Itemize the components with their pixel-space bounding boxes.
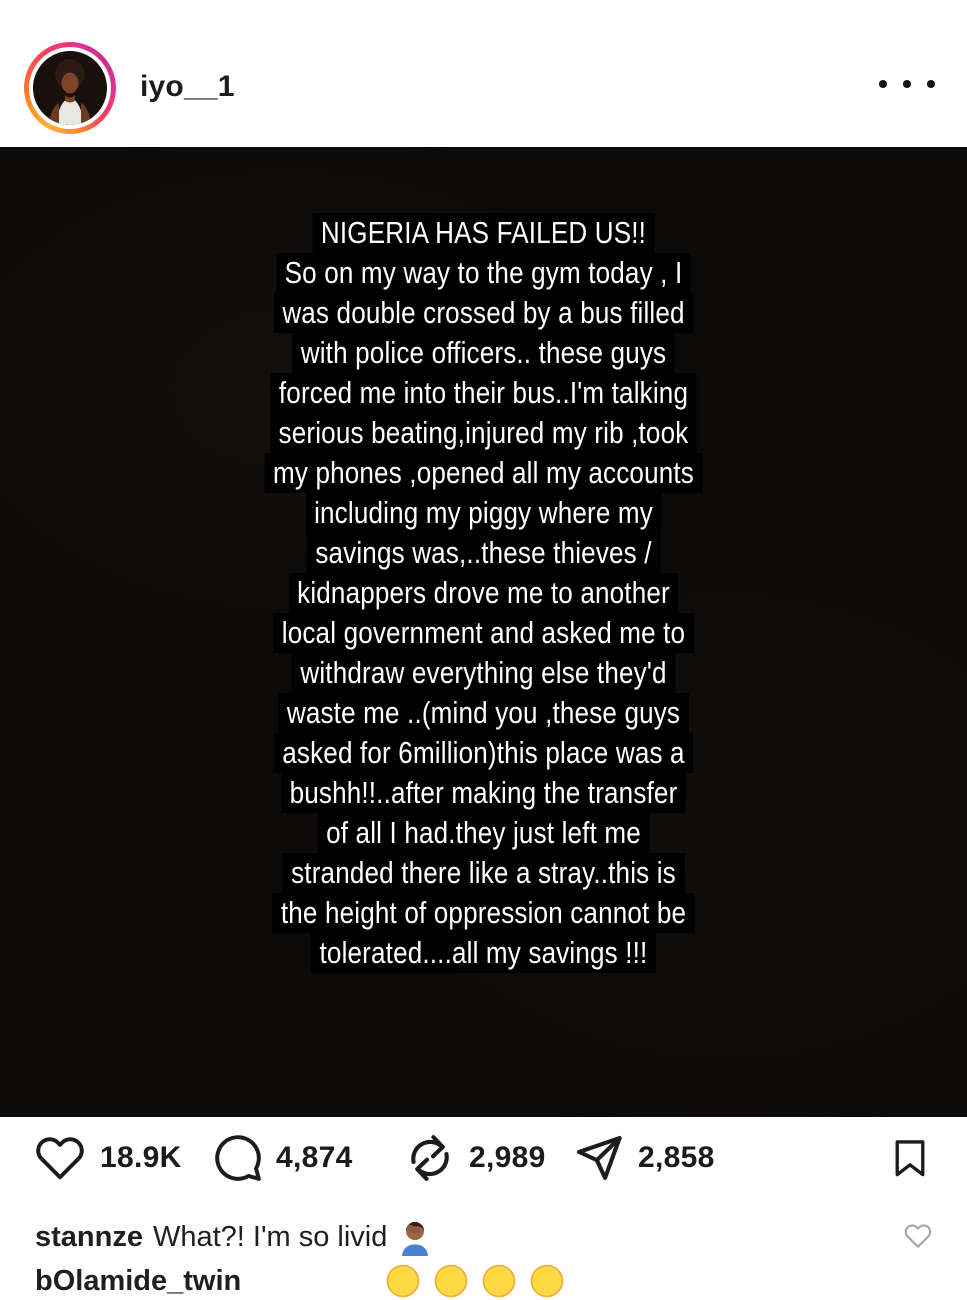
share-count: 2,858 bbox=[638, 1141, 715, 1174]
comment-row bbox=[35, 1218, 433, 1256]
more-options-button[interactable] bbox=[879, 70, 935, 98]
caption-line: local government and asked me to bbox=[273, 613, 693, 653]
caption-line: of all I had.they just left me bbox=[318, 813, 650, 853]
caption-line: asked for 6million)this place was a bbox=[274, 733, 693, 773]
caption-line: with police officers.. these guys bbox=[292, 333, 674, 373]
repost-icon bbox=[404, 1132, 456, 1184]
heart-icon bbox=[33, 1133, 87, 1183]
laughing-emoji-icon bbox=[386, 1264, 420, 1298]
caption-line: savings was,..these thieves / bbox=[307, 533, 660, 573]
caption-line: withdraw everything else they'd bbox=[292, 653, 675, 693]
save-button[interactable] bbox=[889, 1133, 931, 1183]
story-ring[interactable] bbox=[24, 42, 116, 134]
avatar[interactable] bbox=[33, 51, 107, 125]
caption-line: waste me ..(mind you ,these guys bbox=[278, 693, 688, 733]
caption-line: NIGERIA HAS FAILED US!! bbox=[313, 213, 655, 253]
caption-line: my phones ,opened all my accounts bbox=[265, 453, 703, 493]
laughing-emoji-icon bbox=[482, 1264, 516, 1298]
like-button[interactable] bbox=[33, 1117, 182, 1199]
dot-icon bbox=[927, 80, 935, 88]
caption-line: tolerated....all my savings !!! bbox=[311, 933, 656, 973]
repost-button[interactable] bbox=[404, 1117, 546, 1199]
laughing-emoji-icon bbox=[434, 1264, 468, 1298]
comment-username[interactable]: stannze bbox=[35, 1221, 143, 1253]
repost-count: 2,989 bbox=[469, 1141, 546, 1174]
like-count: 18.9K bbox=[100, 1141, 182, 1174]
action-bar bbox=[0, 1117, 967, 1199]
comment-button[interactable] bbox=[213, 1117, 353, 1199]
comment-username[interactable]: bOlamide_twin bbox=[35, 1265, 242, 1297]
story-text-block bbox=[77, 213, 889, 973]
comment-count: 4,874 bbox=[276, 1141, 353, 1174]
laughing-emoji-icon bbox=[530, 1264, 564, 1298]
caption-line: the height of oppression cannot be bbox=[272, 893, 694, 933]
small-heart-icon bbox=[903, 1222, 933, 1250]
caption-line: was double crossed by a bus filled bbox=[274, 293, 693, 333]
comment-text: What?! I'm so livid bbox=[152, 1221, 388, 1253]
comment-row-partial bbox=[35, 1262, 564, 1300]
dot-icon bbox=[879, 80, 887, 88]
facepalm-emoji-icon bbox=[397, 1218, 433, 1256]
dot-icon bbox=[903, 80, 911, 88]
caption-line: bushh!!..after making the transfer bbox=[281, 773, 686, 813]
comment-like-button[interactable] bbox=[903, 1222, 933, 1250]
comment-icon bbox=[213, 1133, 263, 1183]
bookmark-icon bbox=[889, 1133, 931, 1183]
caption-line: including my piggy where my bbox=[306, 493, 662, 533]
caption-line: kidnappers drove me to another bbox=[289, 573, 679, 613]
share-button[interactable] bbox=[573, 1117, 715, 1199]
username[interactable]: iyo__1 bbox=[140, 70, 235, 103]
caption-line: So on my way to the gym today , I bbox=[276, 253, 691, 293]
caption-line: stranded there like a stray..this is bbox=[283, 853, 685, 893]
post-image[interactable] bbox=[0, 147, 967, 1117]
send-icon bbox=[573, 1132, 625, 1184]
post-header bbox=[0, 0, 967, 147]
caption-line: forced me into their bus..I'm talking bbox=[270, 373, 696, 413]
caption-line: serious beating,injured my rib ,took bbox=[270, 413, 697, 453]
laughing-emoji-row bbox=[386, 1264, 564, 1298]
